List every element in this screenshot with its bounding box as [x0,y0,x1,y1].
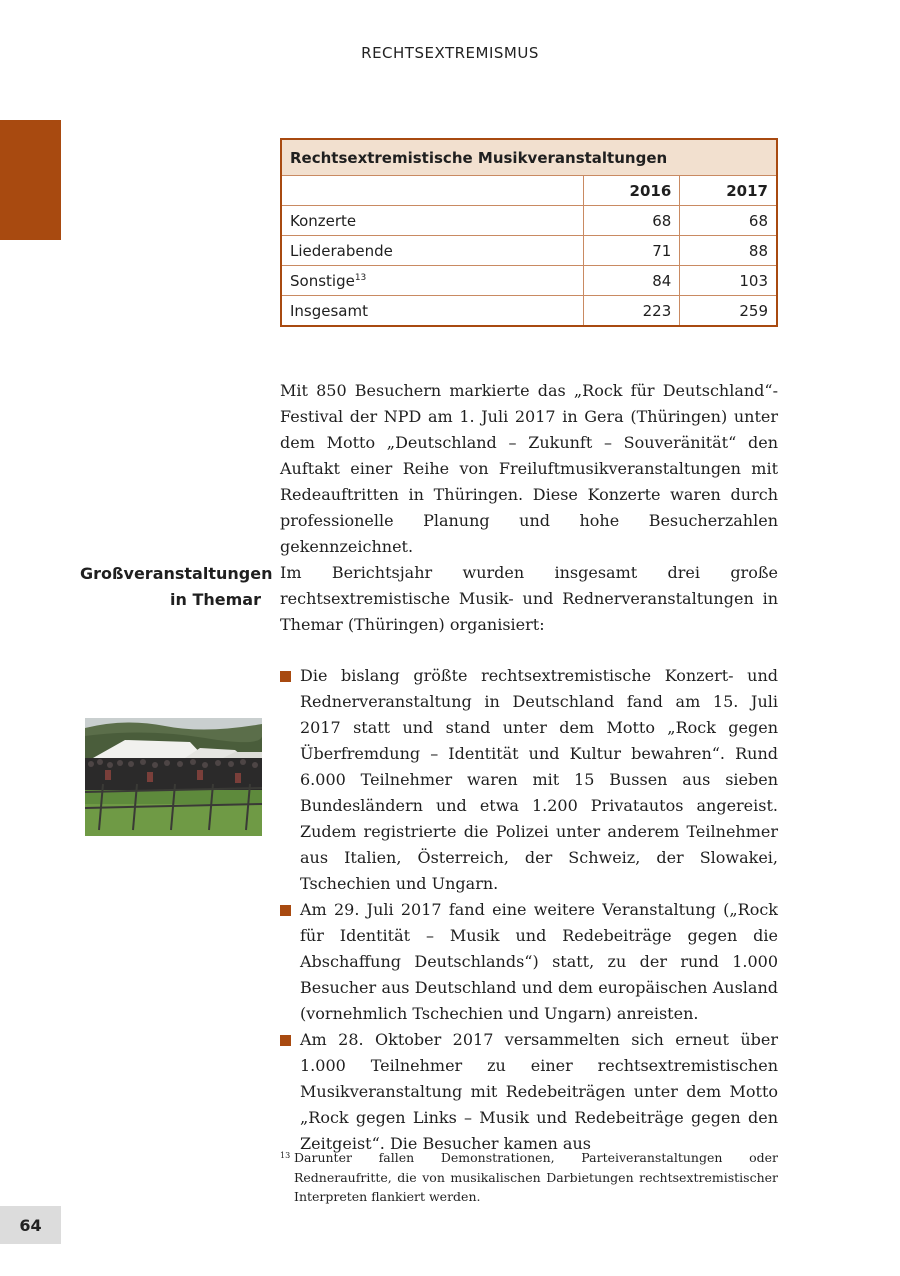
list-item [280,897,778,1027]
table-year-header: 2016 [583,176,680,206]
cell-2017: 103 [680,266,777,296]
square-bullet-icon [280,1035,291,1046]
cell-2016: 71 [583,236,680,266]
row-label: Konzerte [281,206,583,236]
page-number: 64 [0,1206,61,1244]
section-side-heading [80,561,273,613]
cell-2016: 223 [583,296,680,327]
list-item [280,1027,778,1157]
list-item [280,663,778,897]
cell-2016: 68 [583,206,680,236]
row-label: Insgesamt [281,296,583,327]
list-item-text: Am 29. Juli 2017 fand eine weitere Veranstaltung („Rock für Identität – Musik und Redebeiträge gegen die Abschaffung Deutschlands“) statt, zu der rund 1.000 Besucher aus Deutschland und dem europäischen Ausland (vornehmlich Tschechien und Ungarn) anreisten. [300,900,778,1023]
event-photo [85,718,262,836]
section-lead-paragraph: Im Berichtsjahr wurden insgesamt drei große rechtsextremistische Musik- und Rednerveranstaltungen in Themar (Thüringen) organisiert: [280,563,778,634]
table-row [281,296,777,327]
cell-2017: 259 [680,296,777,327]
square-bullet-icon [280,671,291,682]
cell-2017: 68 [680,206,777,236]
cell-2016: 84 [583,266,680,296]
chapter-color-tab [0,120,61,240]
side-heading-line: Großveranstaltungen [80,564,273,583]
table-year-header: 2017 [680,176,777,206]
cell-2017: 88 [680,236,777,266]
list-item-text: Die bislang größte rechtsextremistische Konzert- und Rednerveranstaltung in Deutschland fand am 15. Juli 2017 statt und stand unter dem Motto „Rock gegen Überfremdung – Identität und Kultur bewahren“. Rund 6.000 Teilnehmer waren mit 15 Bussen aus sieben Bundesländern und etwa 1.200 Privatautos angereist. Zudem registrierte die Polizei unter anderem Teilnehmer aus Italien, Österreich, der Schweiz, der Slowakei, Tschechien und Ungarn. [300,666,778,893]
footnote [280,1148,778,1207]
table-row [281,236,777,266]
row-label: Liederabende [281,236,583,266]
square-bullet-icon [280,905,291,916]
music-events-table [280,138,778,327]
event-list [280,663,778,1157]
table-corner-cell [281,176,583,206]
table-row [281,206,777,236]
list-item-text: Am 28. Oktober 2017 versammelten sich erneut über 1.000 Teilnehmer zu einer rechtsextremistischen Musikveranstaltung mit Redebeiträgen unter dem Motto „Rock gegen Links – Musik und Redebeiträge gegen den Zeitgeist“. Die Besucher kamen aus [300,1030,778,1153]
side-heading-line: in Themar [170,590,261,609]
footnote-number: 13 [280,1151,291,1160]
footnote-ref: 13 [354,272,367,283]
intro-paragraph: Mit 850 Besuchern markierte das „Rock für Deutschland“-Festival der NPD am 1. Juli 2017 in Gera (Thüringen) unter dem Motto „Deutschland – Zukunft – Souveränität“ den Auftakt einer Reihe von Freiluftmusikveranstaltungen mit Redeauftritten in Thüringen. Diese Konzerte waren durch professionelle Planung und hohe Besucherzahlen gekennzeichnet. [280,381,778,556]
table-title: Rechtsextremistische Musikveranstaltungen [281,139,777,176]
table-row [281,266,777,296]
row-label: Sonstige$^{13}$ [281,266,583,296]
footnote-text: Darunter fallen Demonstrationen, Parteiveranstaltungen oder Redneraufritte, die von musikalischen Darbietungen rechtsextremistischer Interpreten flankiert werden. [294,1150,778,1204]
running-header: RECHTSEXTREMISMUS [361,44,539,62]
